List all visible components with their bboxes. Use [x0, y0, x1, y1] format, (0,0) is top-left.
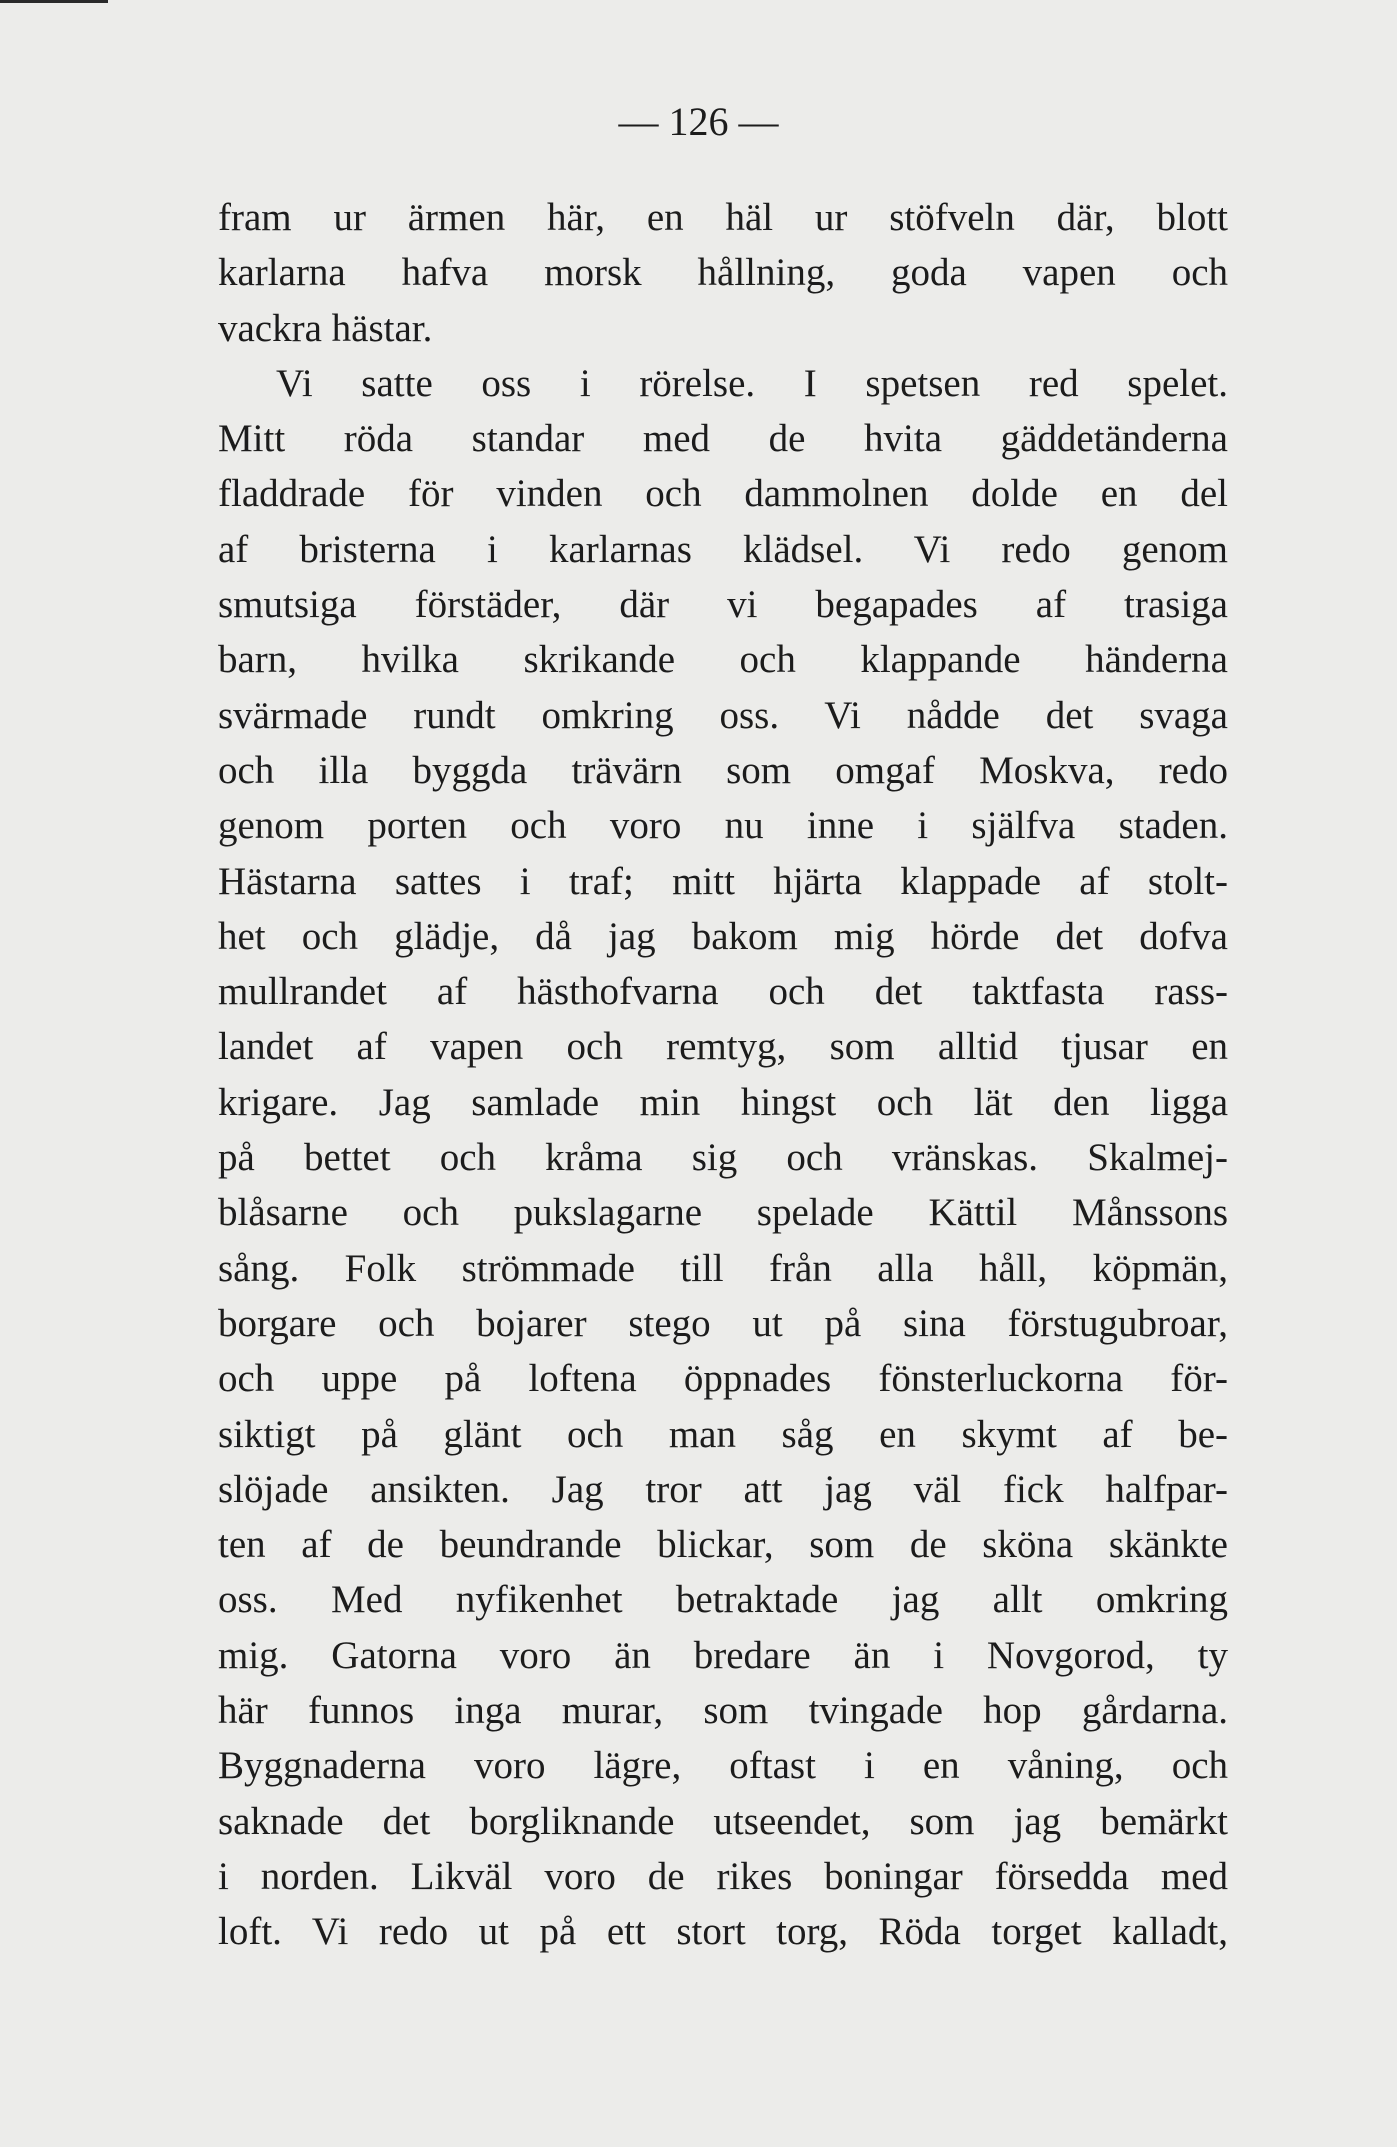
text-line: fram ur ärmen här, en häl ur stöfveln där, blott — [218, 196, 1228, 239]
text-line: slöjade ansikten. Jag tror att jag väl fick halfpar- — [218, 1467, 1228, 1511]
text-line: genom porten och voro nu inne i själfva staden. — [218, 804, 1228, 848]
text-line: krigare. Jag samlade min hingst och lät den ligga — [218, 1080, 1228, 1124]
text-line: och illa byggda trävärn som omgaf Moskva, redo — [218, 748, 1228, 792]
page-number: — 126 — — [618, 99, 779, 144]
text-line: ten af de beundrande blickar, som de sköna skänkte — [218, 1523, 1228, 1567]
text-line: svärmade rundt omkring oss. Vi nådde det svaga — [218, 693, 1228, 737]
body-text — [218, 190, 1228, 1960]
text-line: siktigt på glänt och man såg en skymt af be- — [218, 1412, 1228, 1456]
text-line: borgare och bojarer stego ut på sina förstugubroar, — [218, 1301, 1228, 1345]
text-line: på bettet och kråma sig och vränskas. Skalmej- — [218, 1136, 1228, 1180]
text-line: af bristerna i karlarnas klädsel. Vi redo genom — [218, 527, 1228, 571]
text-line: fladdrade för vinden och dammolnen dolde en del — [218, 472, 1228, 516]
text-line: het och glädje, då jag bakom mig hörde det dofva — [218, 914, 1228, 958]
text-line: smutsiga förstäder, där vi begapades af trasiga — [218, 583, 1228, 627]
text-line: loft. Vi redo ut på ett stort torg, Röda torget kalladt, — [218, 1910, 1228, 1954]
text-line: landet af vapen och remtyg, som alltid tjusar en — [218, 1025, 1228, 1069]
text-line: barn, hvilka skrikande och klappande händerna — [218, 638, 1228, 682]
text-line: Vi satte oss i rörelse. I spetsen red spelet. — [276, 361, 1228, 405]
text-line: Hästarna sattes i traf; mitt hjärta klappade af stolt- — [218, 859, 1228, 903]
text-line: och uppe på loftena öppnades fönsterluckorna för- — [218, 1357, 1228, 1401]
text-line: blåsarne och pukslagarne spelade Kättil Månssons — [218, 1191, 1228, 1235]
text-line: Byggnaderna voro lägre, oftast i en våning, och — [218, 1744, 1228, 1788]
text-line: karlarna hafva morsk hållning, goda vapen och — [218, 251, 1228, 295]
text-line: vackra hästar. — [218, 306, 433, 350]
text-line: sång. Folk strömmade till från alla håll, köpmän, — [218, 1246, 1228, 1290]
text-line: här funnos inga murar, som tvingade hop gårdarna. — [218, 1689, 1228, 1733]
text-line: oss. Med nyfikenhet betraktade jag allt omkring — [218, 1578, 1228, 1622]
text-line: i norden. Likväl voro de rikes boningar försedda med — [218, 1854, 1228, 1898]
text-line: Mitt röda standar med de hvita gäddetänderna — [218, 417, 1228, 461]
text-line: saknade det borgliknande utseendet, som jag bemärkt — [218, 1799, 1228, 1843]
scan-edge-mark — [0, 0, 108, 3]
text-line: mullrandet af hästhofvarna och det taktfasta rass- — [218, 970, 1228, 1014]
text-line: mig. Gatorna voro än bredare än i Novgorod, ty — [218, 1633, 1228, 1677]
